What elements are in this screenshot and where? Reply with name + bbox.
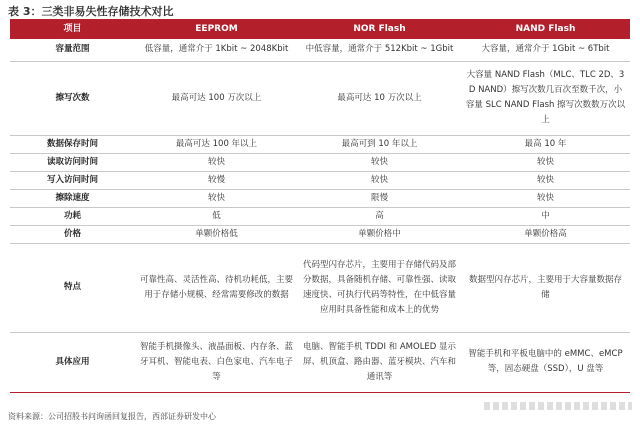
- table-row: [10, 153, 630, 171]
- table-cell: 较快: [298, 153, 461, 171]
- table-cell: 高: [298, 207, 461, 225]
- table-cell: 单颗价格低: [135, 225, 298, 243]
- row-label: 擦除速度: [10, 189, 135, 207]
- table-cell: 中: [461, 207, 630, 225]
- table-cell: 大容量，通常介于 1Gbit ~ 6Tbit: [481, 44, 610, 55]
- comparison-table: [10, 19, 630, 393]
- table-row: [10, 135, 630, 153]
- table-cell: 较慢: [135, 171, 298, 189]
- table-cell: 较快: [298, 171, 461, 189]
- row-label: 具体应用: [10, 332, 135, 392]
- header-item: 项目: [10, 19, 135, 39]
- table-cell: 电脑、智能手机 TDDI 和 AMOLED 显示屏、机顶盒、路由器、蓝牙模块、汽车和通讯等: [298, 332, 461, 392]
- table-header-row: [10, 19, 630, 39]
- table-row: [10, 332, 630, 392]
- watermark-graphic: [484, 402, 632, 410]
- table-cell: 较快: [461, 171, 630, 189]
- table-cell: 较快: [135, 153, 298, 171]
- table-cell: 较快: [135, 189, 298, 207]
- row-label: 擦写次数: [10, 61, 135, 135]
- table-cell: 单颗价格高: [461, 225, 630, 243]
- table-row: [10, 207, 630, 225]
- table-cell: 智能手机和平板电脑中的 eMMC、eMCP 等，固态硬盘（SSD），U 盘等: [461, 332, 630, 392]
- table-cell: 最高可达 10 万次以上: [298, 61, 461, 135]
- table-cell: 最高 10 年: [461, 135, 630, 153]
- row-label: 特点: [10, 243, 135, 332]
- header-nand-flash: NAND Flash: [461, 19, 630, 39]
- table-cell: 单颗价格中: [298, 225, 461, 243]
- table-cell: 中低容量，通常介于 512Kbit ~ 1Gbit: [305, 44, 454, 55]
- table-row: [10, 61, 630, 135]
- row-label: 功耗: [10, 207, 135, 225]
- table-cell: 代码型闪存芯片，主要用于存储代码及部分数据，具备随机存储、可靠性强、读取速度快、可执行代码等特性，在中低容量应用时具备性能和成本上的优势: [298, 243, 461, 332]
- table-cell: 最高可达 100 年以上: [135, 135, 298, 153]
- table-row: [10, 189, 630, 207]
- table-row: [10, 171, 630, 189]
- row-label: 数据保存时间: [10, 135, 135, 153]
- row-label: 写入访问时间: [10, 171, 135, 189]
- table-cell: 限慢: [298, 189, 461, 207]
- header-nor-flash: NOR Flash: [298, 19, 461, 39]
- table-cell: 最高可达 100 万次以上: [135, 61, 298, 135]
- header-eeprom: EEPROM: [135, 19, 298, 39]
- table-cell: 较快: [461, 189, 630, 207]
- table-row: [10, 39, 630, 61]
- table-row: [10, 225, 630, 243]
- source-note: 资料来源：公司招股书问询函回复报告，西部证券研发中心: [8, 412, 216, 421]
- table-row: [10, 243, 630, 332]
- table-cell: 数据型闪存芯片，主要用于大容量数据存储: [461, 243, 630, 332]
- table-cell: 低容量，通常介于 1Kbit ~ 2048Kbit: [144, 44, 289, 55]
- table-cell: 较快: [461, 153, 630, 171]
- row-label: 容量范围: [55, 44, 90, 55]
- table-cell: 可靠性高、灵活性高、待机功耗低，主要用于存储小规模、经常需要修改的数据: [135, 243, 298, 332]
- table-cell: 智能手机摄像头、液晶面板、内存条、蓝牙耳机、智能电表、白色家电、汽车电子等: [135, 332, 298, 392]
- table-cell: 低: [135, 207, 298, 225]
- row-label: 价格: [10, 225, 135, 243]
- table-title: 表 3：三类非易失性存储技术对比: [8, 5, 174, 18]
- table-cell: 最高可到 10 年以上: [298, 135, 461, 153]
- table-cell: 大容量 NAND Flash（MLC、TLC 2D、3D NAND）擦写次数几百次至数千次，小容量 SLC NAND Flash 擦写次数数万次以上: [461, 61, 630, 135]
- row-label: 读取访问时间: [10, 153, 135, 171]
